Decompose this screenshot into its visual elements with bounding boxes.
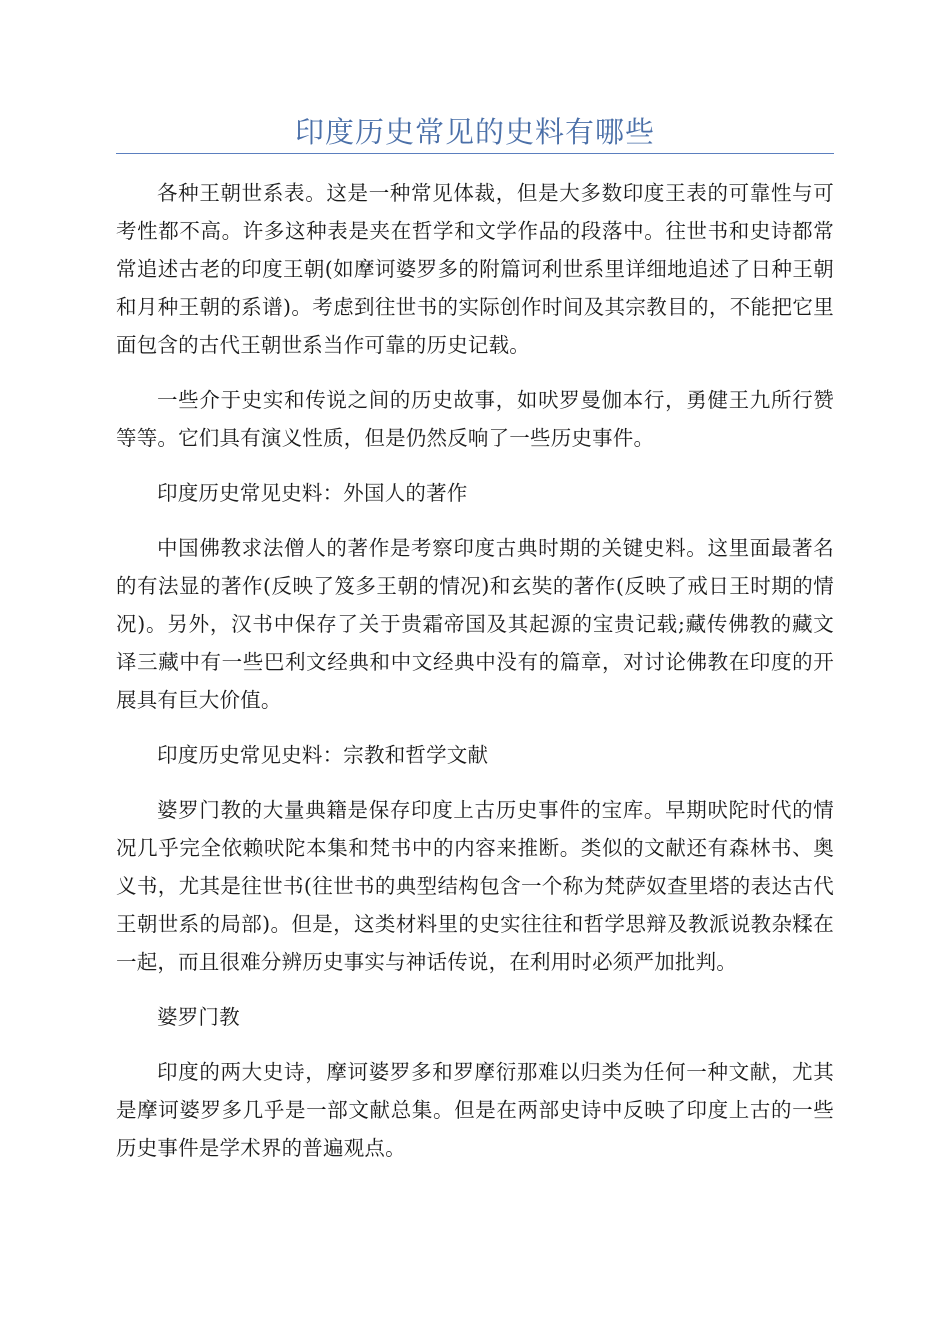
- title-underline: [116, 153, 834, 154]
- section-heading-brahmanism: 婆罗门教: [157, 1005, 240, 1029]
- paragraph-historical-stories: 一些介于史实和传说之间的历史故事，如吠罗曼伽本行，勇健王九所行赞等等。它们具有演义性质，但是仍然反响了一些历史事件。: [116, 388, 834, 450]
- section-heading-foreign-works: 印度历史常见史料：外国人的著作: [157, 481, 468, 505]
- paragraph-brahmanism-texts: 婆罗门教的大量典籍是保存印度上古历史事件的宝库。早期吠陀时代的情况几乎完全依赖吠陀本集和梵书中的内容来推断。类似的文献还有森林书、奥义书，尤其是往世书(往世书的典型结构包含一个称为梵萨奴查里塔的表达古代王朝世系的局部)。但是，这类材料里的史实往往和哲学思辩及教派说教杂糅在一起，而且很难分辨历史事实与神话传说，在利用时必须严加批判。: [116, 798, 834, 974]
- paragraph-dynasty-lists: 各种王朝世系表。这是一种常见体裁，但是大多数印度王表的可靠性与可考性都不高。许多这种表是夹在哲学和文学作品的段落中。往世书和史诗都常常追述古老的印度王朝(如摩诃婆罗多的附篇诃利世系里详细地追述了日种王朝和月种王朝的系谱)。考虑到往世书的实际创作时间及其宗教目的，不能把它里面包含的古代王朝世系当作可靠的历史记载。: [116, 181, 834, 357]
- section-heading-religious-texts: 印度历史常见史料：宗教和哲学文献: [157, 743, 489, 767]
- document-title: 印度历史常见的史料有哪些: [294, 115, 655, 149]
- paragraph-chinese-monks: 中国佛教求法僧人的著作是考察印度古典时期的关键史料。这里面最著名的有法显的著作(反映了笈多王朝的情况)和玄奘的著作(反映了戒日王时期的情况)。另外，汉书中保存了关于贵霜帝国及其起源的宝贵记载;藏传佛教的藏文译三藏中有一些巴利文经典和中文经典中没有的篇章，对讨论佛教在印度的开展具有巨大价值。: [116, 536, 834, 712]
- paragraph-two-epics: 印度的两大史诗，摩诃婆罗多和罗摩衍那难以归类为任何一种文献，尤其是摩诃婆罗多几乎是一部文献总集。但是在两部史诗中反映了印度上古的一些历史事件是学术界的普遍观点。: [116, 1060, 834, 1160]
- document-body: [116, 174, 834, 1184]
